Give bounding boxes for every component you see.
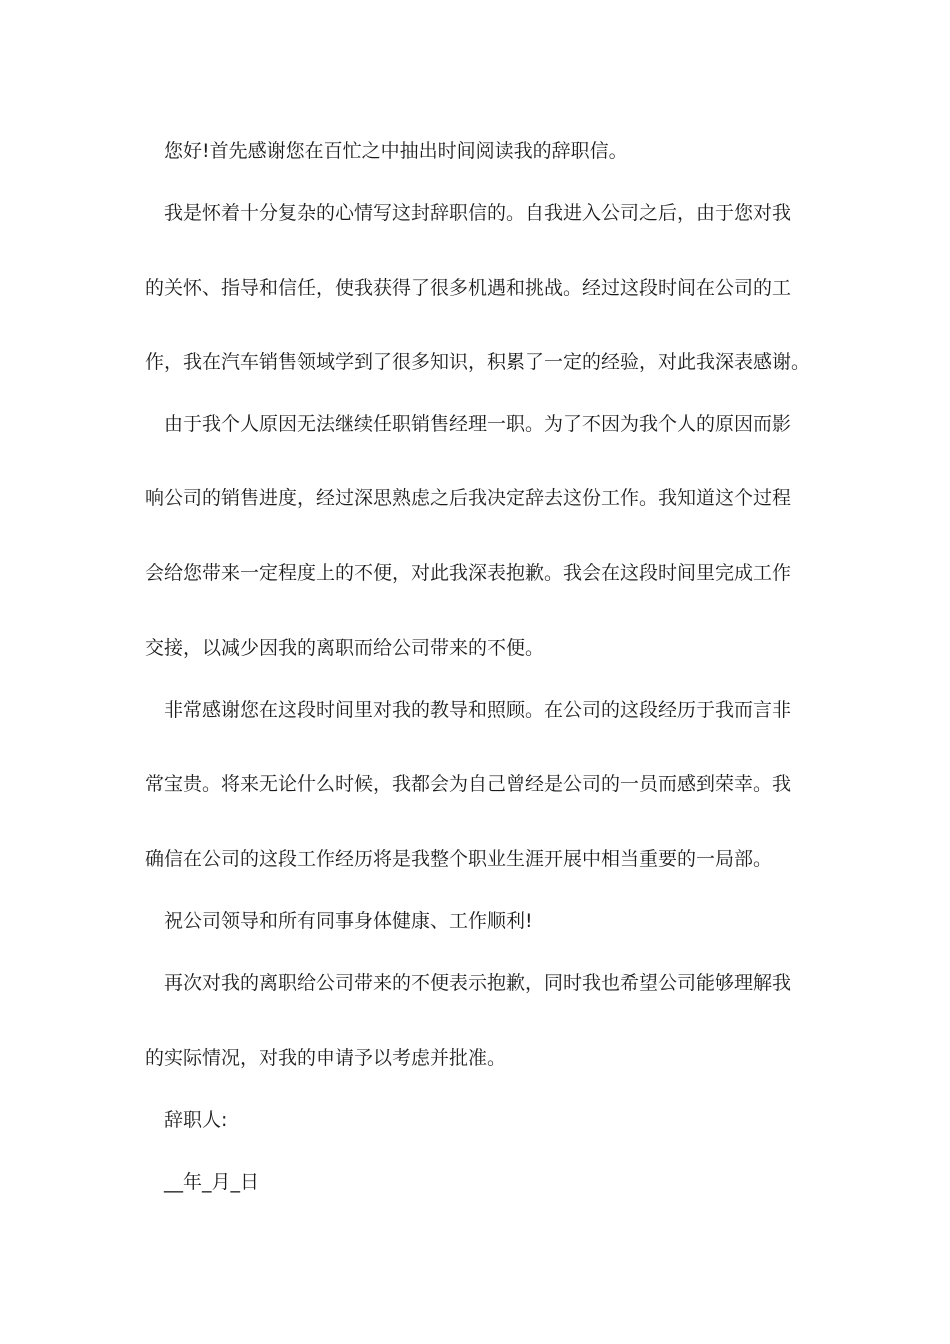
signer-line: 辞职人: [164,1109,228,1131]
date-line: __年_月_日 [164,1171,260,1193]
paragraph-1-line-3: 作，我在汽车销售领域学到了很多知识，积累了一定的经验，对此我深表感谢。 [145,351,811,373]
paragraph-2-line-1: 由于我个人原因无法继续任职销售经理一职。为了不因为我个人的原因而影 [164,413,792,435]
paragraph-2-line-2: 响公司的销售进度，经过深思熟虑之后我决定辞去这份工作。我知道这个过程 [145,487,792,509]
greeting-line: 您好!首先感谢您在百忙之中抽出时间阅读我的辞职信。 [164,140,628,162]
paragraph-3-line-1: 非常感谢您在这段时间里对我的教导和照顾。在公司的这段经历于我而言非 [164,699,792,721]
paragraph-1-line-1: 我是怀着十分复杂的心情写这封辞职信的。自我进入公司之后，由于您对我 [164,202,792,224]
paragraph-3-line-3: 确信在公司的这段工作经历将是我整个职业生涯开展中相当重要的一局部。 [145,848,773,870]
paragraph-2-line-4: 交接，以减少因我的离职而给公司带来的不便。 [145,637,545,659]
wish-line: 祝公司领导和所有同事身体健康、工作顺利! [164,910,533,932]
paragraph-4-line-1: 再次对我的离职给公司带来的不便表示抱歉，同时我也希望公司能够理解我 [164,972,792,994]
paragraph-2-line-3: 会给您带来一定程度上的不便，对此我深表抱歉。我会在这段时间里完成工作 [145,562,792,584]
paragraph-1-line-2: 的关怀、指导和信任，使我获得了很多机遇和挑战。经过这段时间在公司的工 [145,277,792,299]
paragraph-3-line-2: 常宝贵。将来无论什么时候，我都会为自己曾经是公司的一员而感到荣幸。我 [145,773,792,795]
paragraph-4-line-2: 的实际情况，对我的申请予以考虑并批准。 [145,1047,507,1069]
